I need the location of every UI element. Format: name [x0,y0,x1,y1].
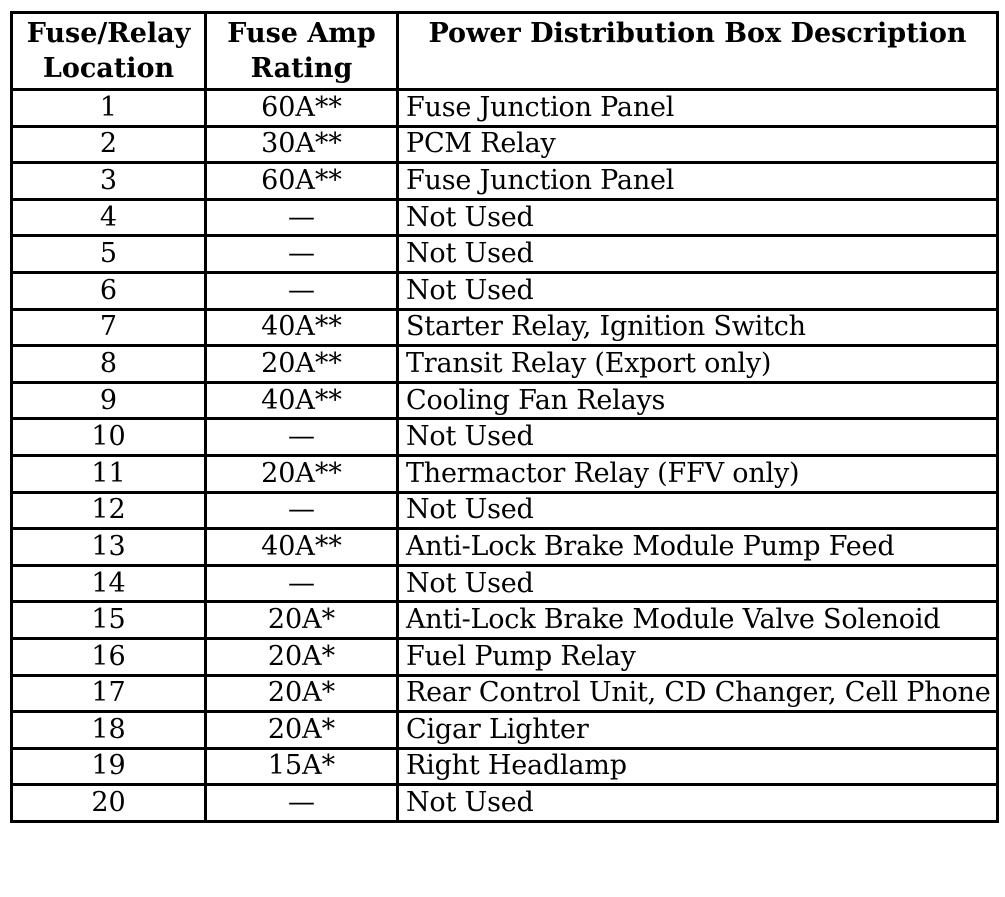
table-row [12,748,998,785]
table-row [12,272,998,309]
cell-description: Not Used [398,492,998,529]
header-amp-line-1: Fuse Amp [227,18,376,49]
cell-location: 6 [12,272,206,309]
cell-location: 7 [12,309,206,346]
cell-description: Not Used [398,419,998,456]
cell-amp-rating: — [206,419,398,456]
header-description-text: Power Distribution Box Description [428,18,967,49]
cell-amp-rating: — [206,272,398,309]
cell-amp-rating: 40A** [206,529,398,566]
cell-description: Anti-Lock Brake Module Pump Feed [398,529,998,566]
fuse-table [10,11,999,823]
cell-description: Anti-Lock Brake Module Valve Solenoid [398,602,998,639]
cell-location: 2 [12,126,206,163]
cell-amp-rating: 20A* [206,638,398,675]
cell-amp-rating: — [206,199,398,236]
cell-description: Cooling Fan Relays [398,382,998,419]
cell-description: Rear Control Unit, CD Changer, Cell Phone [398,675,998,712]
table-row [12,199,998,236]
cell-location: 14 [12,565,206,602]
cell-amp-rating: 20A* [206,675,398,712]
cell-location: 8 [12,346,206,383]
cell-amp-rating: — [206,492,398,529]
cell-amp-rating: 20A** [206,455,398,492]
table-row [12,638,998,675]
cell-description: Fuel Pump Relay [398,638,998,675]
cell-description: Thermactor Relay (FFV only) [398,455,998,492]
cell-amp-rating: 20A* [206,712,398,749]
table-row [12,346,998,383]
header-description [398,13,998,90]
cell-location: 1 [12,90,206,127]
cell-description: Not Used [398,236,998,273]
header-amp-rating [206,13,398,90]
cell-description: Not Used [398,199,998,236]
cell-location: 17 [12,675,206,712]
table-row [12,492,998,529]
cell-location: 16 [12,638,206,675]
table-row [12,565,998,602]
cell-amp-rating: — [206,236,398,273]
header-amp-line-2: Rating [250,53,353,84]
table-row [12,236,998,273]
table-row [12,382,998,419]
cell-description: Transit Relay (Export only) [398,346,998,383]
cell-amp-rating: 60A** [206,163,398,200]
table-row [12,602,998,639]
cell-description: Right Headlamp [398,748,998,785]
cell-description: Starter Relay, Ignition Switch [398,309,998,346]
table-row [12,455,998,492]
header-location-line-1: Fuse/Relay [26,18,191,49]
cell-location: 5 [12,236,206,273]
cell-description: Cigar Lighter [398,712,998,749]
cell-description: Fuse Junction Panel [398,163,998,200]
cell-amp-rating: 15A* [206,748,398,785]
cell-description: Fuse Junction Panel [398,90,998,127]
cell-location: 20 [12,785,206,822]
cell-description: Not Used [398,272,998,309]
cell-location: 19 [12,748,206,785]
table-row [12,163,998,200]
table-row [12,675,998,712]
cell-location: 4 [12,199,206,236]
cell-description: PCM Relay [398,126,998,163]
cell-amp-rating: 60A** [206,90,398,127]
table-row [12,419,998,456]
table-row [12,309,998,346]
cell-amp-rating: — [206,785,398,822]
cell-amp-rating: 20A** [206,346,398,383]
cell-location: 12 [12,492,206,529]
cell-location: 11 [12,455,206,492]
cell-amp-rating: 30A** [206,126,398,163]
table-row [12,126,998,163]
cell-location: 13 [12,529,206,566]
table-row [12,712,998,749]
cell-amp-rating: — [206,565,398,602]
table-row [12,529,998,566]
header-row [12,13,998,90]
cell-location: 9 [12,382,206,419]
cell-location: 18 [12,712,206,749]
cell-amp-rating: 40A** [206,382,398,419]
cell-location: 10 [12,419,206,456]
cell-description: Not Used [398,785,998,822]
cell-location: 15 [12,602,206,639]
table-row [12,785,998,822]
header-location-line-2: Location [42,53,175,84]
cell-location: 3 [12,163,206,200]
table-body [12,90,998,822]
header-location [12,13,206,90]
cell-amp-rating: 20A* [206,602,398,639]
table-row [12,90,998,127]
cell-amp-rating: 40A** [206,309,398,346]
cell-description: Not Used [398,565,998,602]
